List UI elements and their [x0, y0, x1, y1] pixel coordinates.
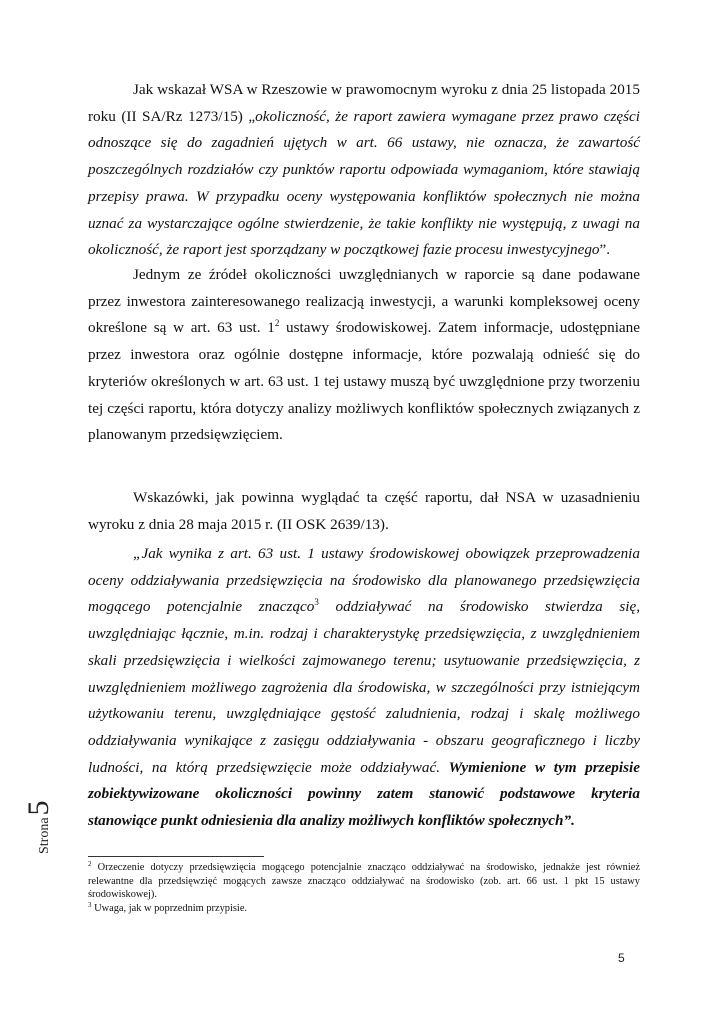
page-number: 5	[618, 951, 625, 965]
footnote	[88, 902, 640, 916]
side-page-label	[22, 770, 62, 860]
footnotes	[88, 861, 640, 915]
paragraph-wsa-judgment	[88, 77, 640, 264]
quote-bold-emphasis: Wymienione w tym przepisie zobiektywizowane okoliczności powinny zatem stanowić podstawowe kryteria stanowiące punkt odniesienia dla analizy możliwych konfliktów społecznych”.	[88, 758, 640, 830]
paragraph-text: Wskazówki, jak powinna wyglądać ta część raportu, dał NSA w uzasadnieniu wyroku z dnia 28 maja 2015 r. (II OSK 2639/13).	[88, 489, 640, 533]
footnote-text: Orzeczenie dotyczy przedsięwzięcia mogącego potencjalnie znacząco oddziaływać na środowisko, jednakże jest również relewantne dla przedsięwzięć mogących zawsze znacząco oddziaływać na środowisko (zob. art. 66 ust. 1 pkt 15 ustawy środowiskowej).	[88, 862, 640, 901]
footnote-number: 2	[88, 860, 92, 868]
paragraph-intro: Jak wskazał WSA w Rzeszowie w prawomocnym wyroku z dnia 25 listopada 2015 roku (II SA/Rz 1273/15) „	[88, 81, 640, 125]
court-quote: okoliczność, że raport zawiera wymagane przez prawo części odnoszące się do zagadnień ujętych w art. 66 ustawy, nie oznacza, że zawartość poszczególnych rozdziałów czy punktów raportu odpowiada wymaganiom, które stawiają przepisy prawa. W przypadku oceny występowania konfliktów społecznych nie można uznać za wystarczające ogólne stwierdzenie, że takie konflikty nie występują, z uwagi na okoliczność, że raport jest sporządzany w początkowej fazie procesu inwestycyjnego	[88, 107, 640, 259]
paragraph-text-continued: ustawy środowiskowej. Zatem informacje, udostępniane przez inwestora oraz ogólnie dostępne informacje, które pozwalają odnieść się do kryteriów określonych w art. 63 ust. 1 tej ustawy muszą być uwzględnione przy tworzeniu tej części raportu, która dotyczy analizy możliwych konfliktów społecznych związanych z planowanym przedsięwzięciem.	[88, 319, 641, 444]
paragraph-sources	[88, 262, 640, 449]
side-label-number: 5	[22, 800, 55, 816]
quote-text: „Jak wynika z art. 63 ust. 1 ustawy środowiskowej obowiązek przeprowadzenia oceny oddziaływania przedsięwzięcia na środowisko dla planowanego przedsięwzięcia mogącego potencjalnie znacząco	[88, 545, 640, 616]
paragraph-nsa-quote	[88, 541, 640, 835]
footnote	[88, 861, 640, 902]
footnote-ref-3: 3	[314, 597, 319, 608]
quote-close: ”.	[599, 241, 611, 259]
footnote-text: Uwaga, jak w poprzednim przypisie.	[91, 902, 248, 914]
paragraph-text: Jednym ze źródeł okoliczności uwzględnianych w raporcie są dane podawane przez inwestora zainteresowanego realizacją inwestycji, a warunki kompleksowej oceny określone są w art. 63 ust. 1	[88, 266, 640, 337]
footnote-number: 3	[88, 900, 92, 909]
footnote-separator	[88, 856, 264, 857]
side-label-word: Strona	[37, 817, 52, 854]
quote-text-continued: oddziaływać na środowisko stwierdza się, uwzględniając łącznie, m.in. rodzaj i charakterystykę przedsięwzięcia, z uwzględnieniem skali przedsięwzięcia i wielkości zajmowanego terenu; usytuowanie przedsięwzięcia, z uwzględnieniem możliwego zagrożenia dla środowiska, w szczególności przy istniejącym użytkowaniu terenu, uwzględniające gęstość zaludnienia, rodzaj i skalę możliwego oddziaływania wynikające z zasięgu oddziaływania - obszaru geograficznego i liczby ludności, na którą przedsięwzięcie może oddziaływać.	[88, 598, 640, 776]
footnote-ref-2: 2	[274, 318, 280, 329]
paragraph-nsa-guidance	[88, 485, 640, 538]
